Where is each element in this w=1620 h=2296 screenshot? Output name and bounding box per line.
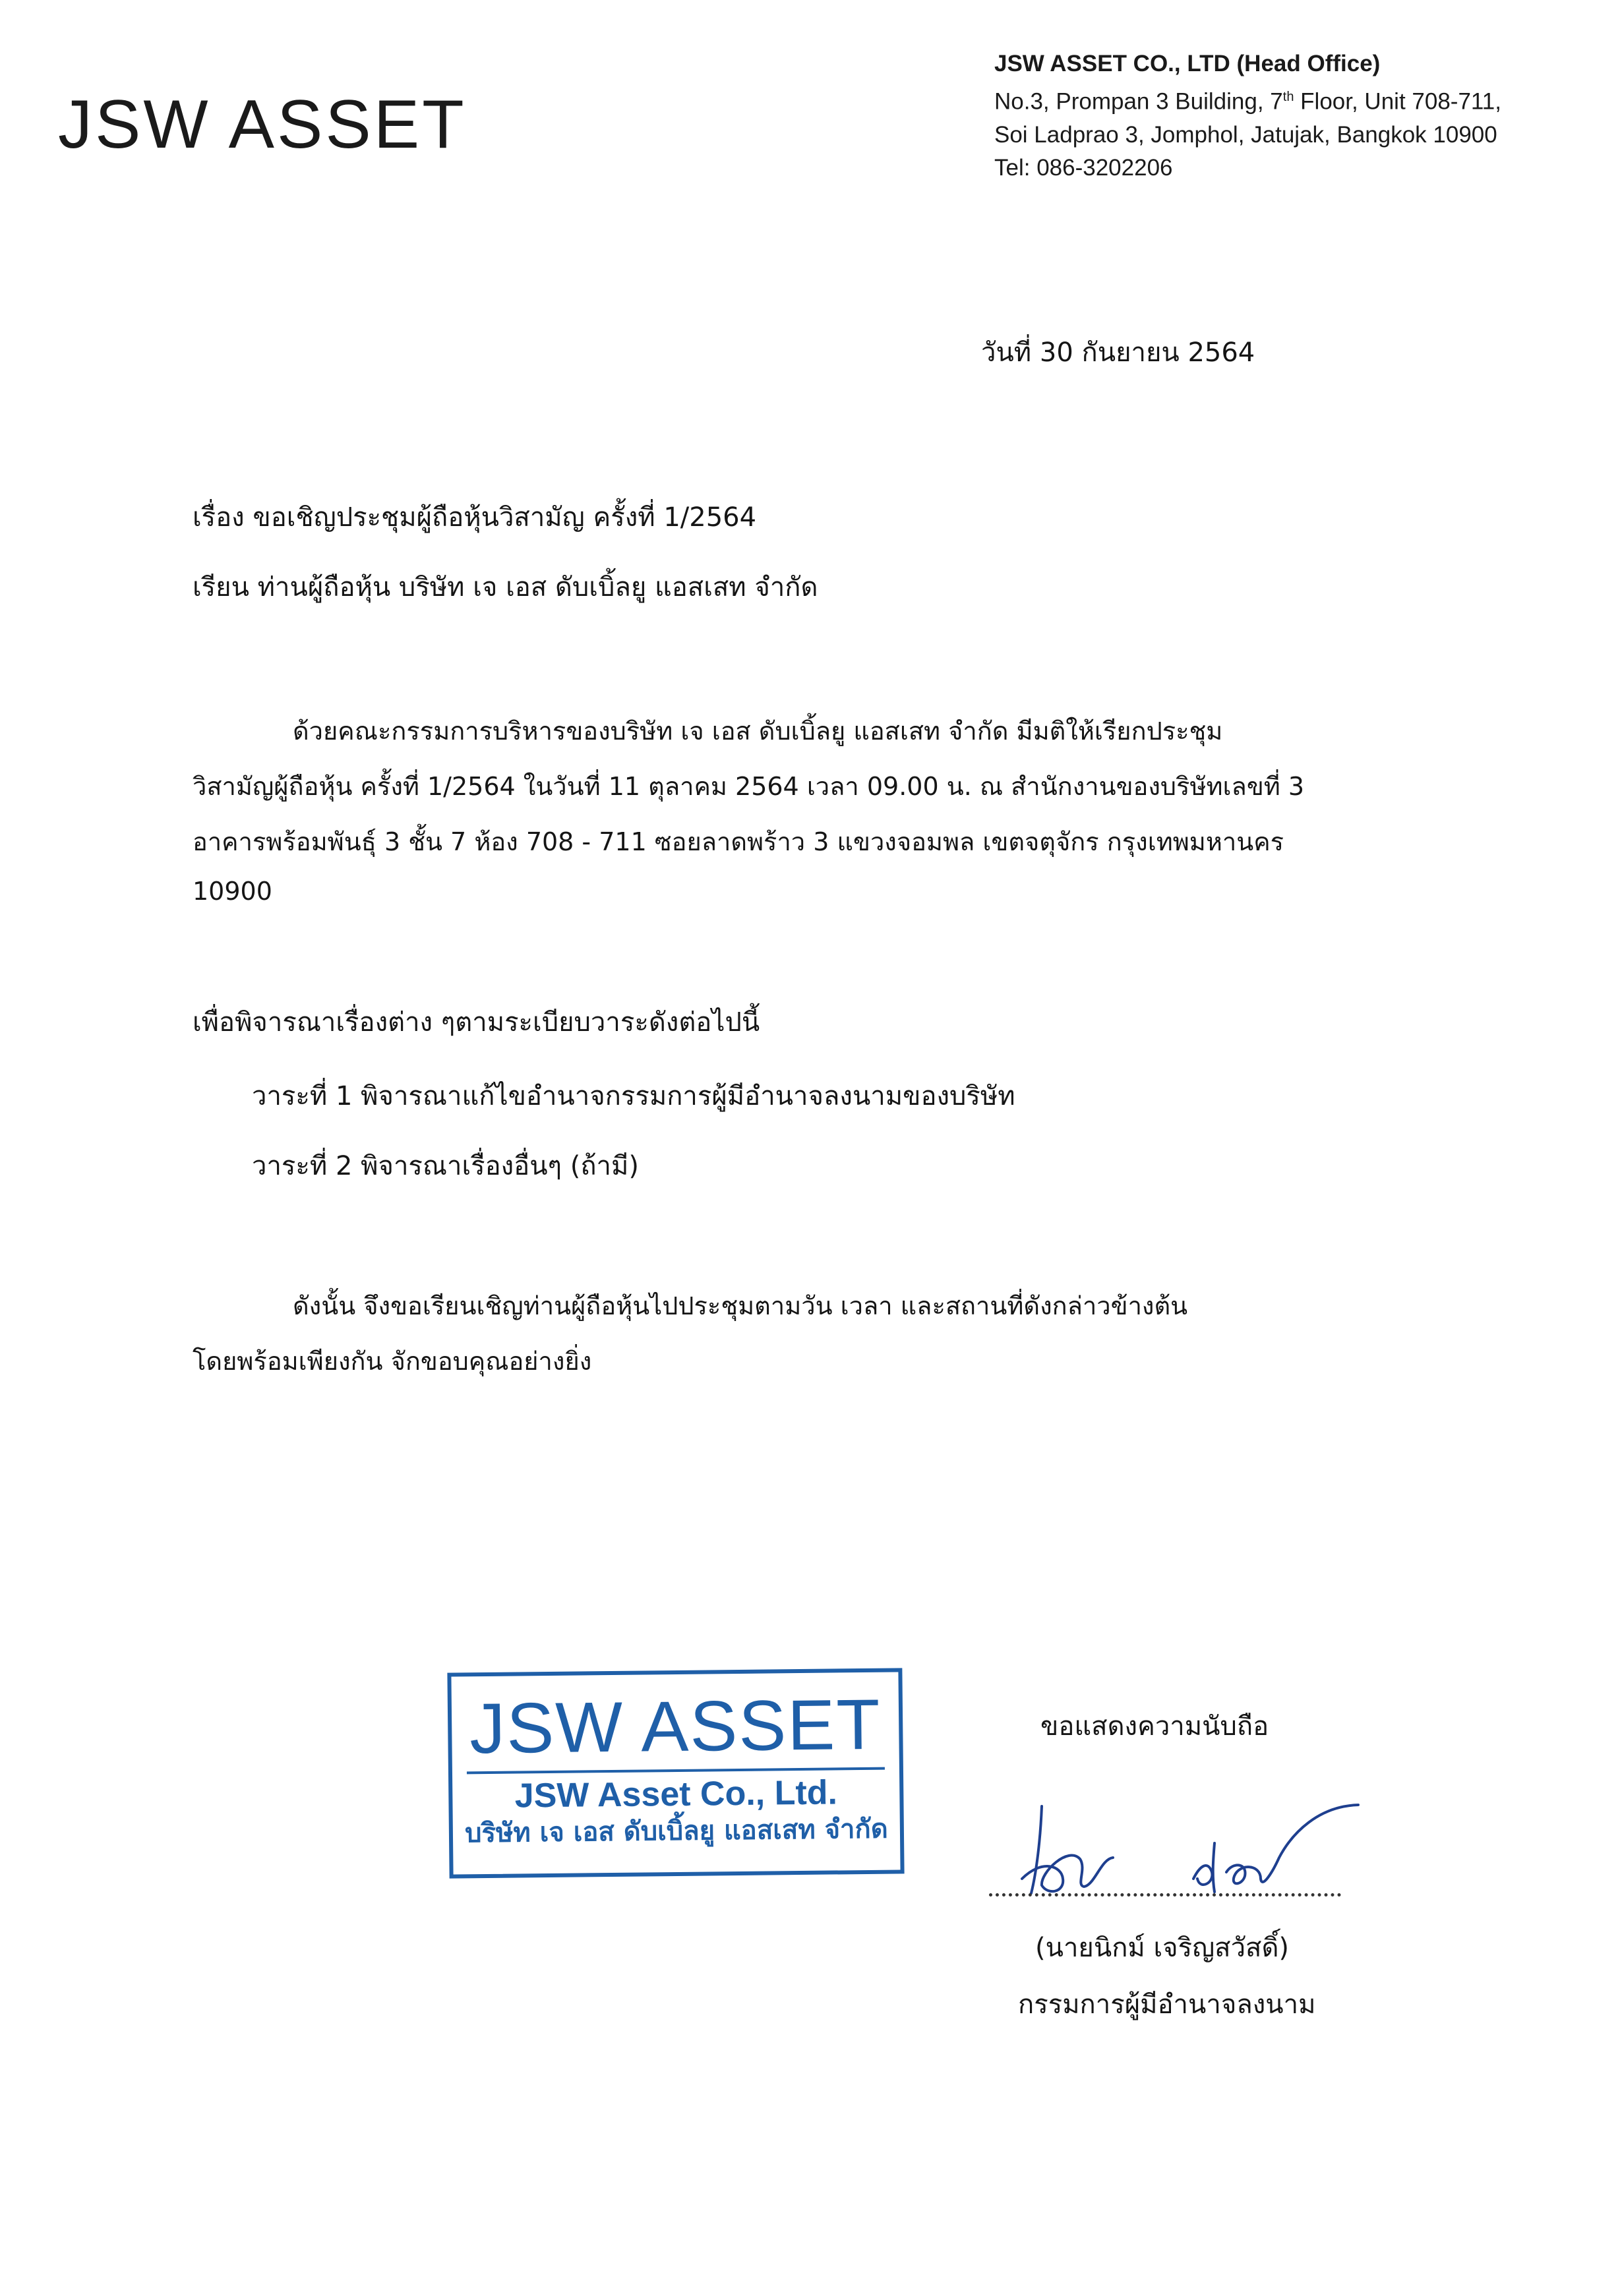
stamp-title: JSW ASSET [469, 1684, 882, 1769]
paragraph-1-line: วิสามัญผู้ถือหุ้น ครั้งที่ 1/2564 ในวันที่ 11 ตุลาคม 2564 เวลา 09.00 น. ณ สำนักงานของบริษัทเลขที่ 3 [193, 772, 1305, 801]
address-line-2: Soi Ladprao 3, Jomphol, Jatujak, Bangkok 10900 [994, 121, 1497, 148]
company-logo: JSW ASSET [58, 86, 467, 163]
signature-line [989, 1893, 1341, 1897]
signer-title: กรรมการผู้มีอำนาจลงนาม [1018, 1989, 1316, 2020]
letter-recipient: เรียน ท่านผู้ถือหุ้น บริษัท เจ เอส ดับเบิ้ลยู แอสเสท จำกัด [193, 572, 818, 603]
letter-date: วันที่ 30 กันยายน 2564 [981, 338, 1255, 368]
telephone: Tel: 086-3202206 [994, 154, 1173, 181]
agenda-item-2: วาระที่ 2 พิจารณาเรื่องอื่นๆ (ถ้ามี) [252, 1151, 639, 1181]
address-line-1 [994, 80, 1501, 119]
address-line-1-a: No.3, Prompan 3 Building, 7 [994, 88, 1283, 115]
paragraph-1-line: อาคารพร้อมพันธุ์ 3 ชั้น 7 ห้อง 708 - 711 ซอยลาดพร้าว 3 แขวงจอมพล เขตจตุจักร กรุงเทพมหานคร [193, 827, 1284, 856]
stamp-thai-name: บริษัท เจ เอส ดับเบิ้ลยู แอสเสท จำกัด [464, 1813, 888, 1849]
company-address-block [994, 47, 1501, 185]
address-line-1-sup: th [1282, 90, 1294, 104]
paragraph-2-line: ดังนั้น จึงขอเรียนเชิญท่านผู้ถือหุ้นไปประชุมตามวัน เวลา และสถานที่ดังกล่าวข้างต้น [293, 1291, 1188, 1320]
handwritten-signature [1002, 1780, 1371, 1905]
closing-salutation: ขอแสดงความนับถือ [1040, 1711, 1269, 1742]
company-name: JSW ASSET CO., LTD (Head Office) [994, 51, 1381, 76]
paragraph-1-line: 10900 [193, 877, 272, 906]
paragraph-1-line: ด้วยคณะกรรมการบริหารของบริษัท เจ เอส ดับเบิ้ลยู แอสเสท จำกัด มีมติให้เรียกประชุม [293, 717, 1223, 746]
signer-name: (นายนิกม์ เจริญสวัสดิ์) [1035, 1933, 1290, 1963]
agenda-intro: เพื่อพิจารณาเรื่องต่าง ๆตามระเบียบวาระดังต่อไปนี้ [193, 1007, 760, 1038]
address-line-1-b: Floor, Unit 708-711, [1294, 88, 1501, 115]
stamp-english-name: JSW Asset Co., Ltd. [514, 1773, 838, 1815]
company-stamp [447, 1668, 904, 1878]
letter-subject: เรื่อง ขอเชิญประชุมผู้ถือหุ้นวิสามัญ ครั้งที่ 1/2564 [193, 502, 757, 533]
paragraph-2-line: โดยพร้อมเพียงกัน จักขอบคุณอย่างยิ่ง [193, 1347, 592, 1376]
agenda-item-1: วาระที่ 1 พิจารณาแก้ไขอำนาจกรรมการผู้มีอำนาจลงนามของบริษัท [252, 1081, 1015, 1111]
